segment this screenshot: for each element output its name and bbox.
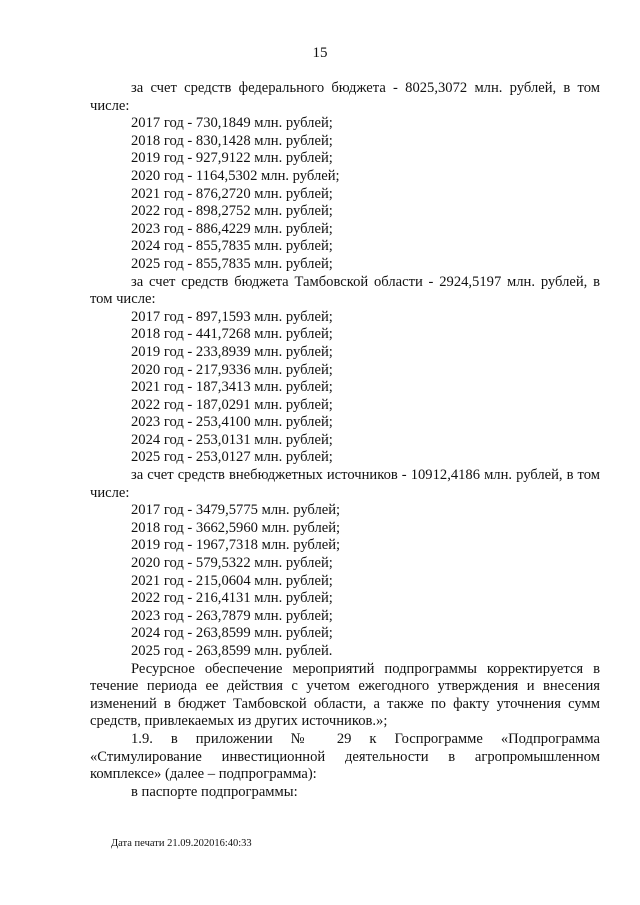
document-body — [90, 80, 600, 801]
list-item: 2025 год - 253,0127 млн. рублей; — [131, 449, 333, 466]
list-item: 2024 год - 263,8599 млн. рублей; — [131, 625, 333, 642]
paragraph-regional-budget: за счет средств бюджета Тамбовской области - 2924,5197 млн. рублей, в том числе: — [90, 273, 600, 308]
list-item: 2017 год - 897,1593 млн. рублей; — [131, 308, 333, 325]
list-item: 2017 год - 3479,5775 млн. рублей; — [131, 502, 341, 519]
page-number: 15 — [312, 45, 328, 61]
list-item: 2023 год - 263,7879 млн. рублей; — [131, 607, 333, 624]
list-item: 2018 год - 3662,5960 млн. рублей; — [131, 519, 341, 536]
paragraph-resource-provision: Ресурсное обеспечение мероприятий подпрограммы корректируется в течение периода ее действия с учетом ежегодного утверждения и внесения изменений в бюджет Тамбовской области, а также по факту уточнения сумм средств, привлекаемых из других источников.»; — [90, 660, 600, 730]
list-item: 2019 год - 233,8939 млн. рублей; — [131, 343, 333, 360]
print-date-stamp: Дата печати 21.09.202016:40:33 — [111, 838, 252, 849]
list-item: 2022 год - 898,2752 млн. рублей; — [131, 203, 333, 220]
list-item: 2021 год - 876,2720 млн. рублей; — [131, 185, 333, 202]
list-item: 2022 год - 216,4131 млн. рублей; — [131, 590, 333, 607]
paragraph-appendix-29: 1.9. в приложении № 29 к Госпрограмме «Подпрограмма «Стимулирование инвестиционной деятельности в агропромышленном комплексе» (далее – подпрограмма): — [90, 730, 600, 783]
list-item: 2020 год - 579,5322 млн. рублей; — [131, 555, 333, 572]
paragraph-extrabudgetary: за счет средств внебюджетных источников - 10912,4186 млн. рублей, в том числе: — [90, 467, 600, 501]
list-item: 2024 год - 855,7835 млн. рублей; — [131, 238, 333, 255]
list-item: 2021 год - 215,0604 млн. рублей; — [131, 572, 333, 589]
paragraph-federal-budget: за счет средств федерального бюджета - 8025,3072 млн. рублей, в том числе: — [90, 80, 600, 114]
list-item: 2020 год - 1164,5302 млн. рублей; — [131, 167, 340, 184]
list-item: 2019 год - 927,9122 млн. рублей; — [131, 150, 333, 167]
list-item: 2024 год - 253,0131 млн. рублей; — [131, 431, 333, 448]
paragraph-passport: в паспорте подпрограммы: — [131, 783, 298, 800]
list-item: 2025 год - 263,8599 млн. рублей. — [131, 643, 333, 659]
list-item: 2021 год - 187,3413 млн. рублей; — [131, 379, 333, 396]
list-item: 2023 год - 886,4229 млн. рублей; — [131, 220, 333, 237]
list-item: 2019 год - 1967,7318 млн. рублей; — [131, 537, 341, 554]
list-item: 2023 год - 253,4100 млн. рублей; — [131, 414, 333, 431]
list-item: 2018 год - 830,1428 млн. рублей; — [131, 132, 333, 149]
list-item: 2025 год - 855,7835 млн. рублей; — [131, 255, 333, 272]
list-item: 2018 год - 441,7268 млн. рублей; — [131, 326, 333, 343]
list-item: 2022 год - 187,0291 млн. рублей; — [131, 396, 333, 413]
list-item: 2017 год - 730,1849 млн. рублей; — [131, 115, 333, 132]
list-item: 2020 год - 217,9336 млн. рублей; — [131, 361, 333, 378]
